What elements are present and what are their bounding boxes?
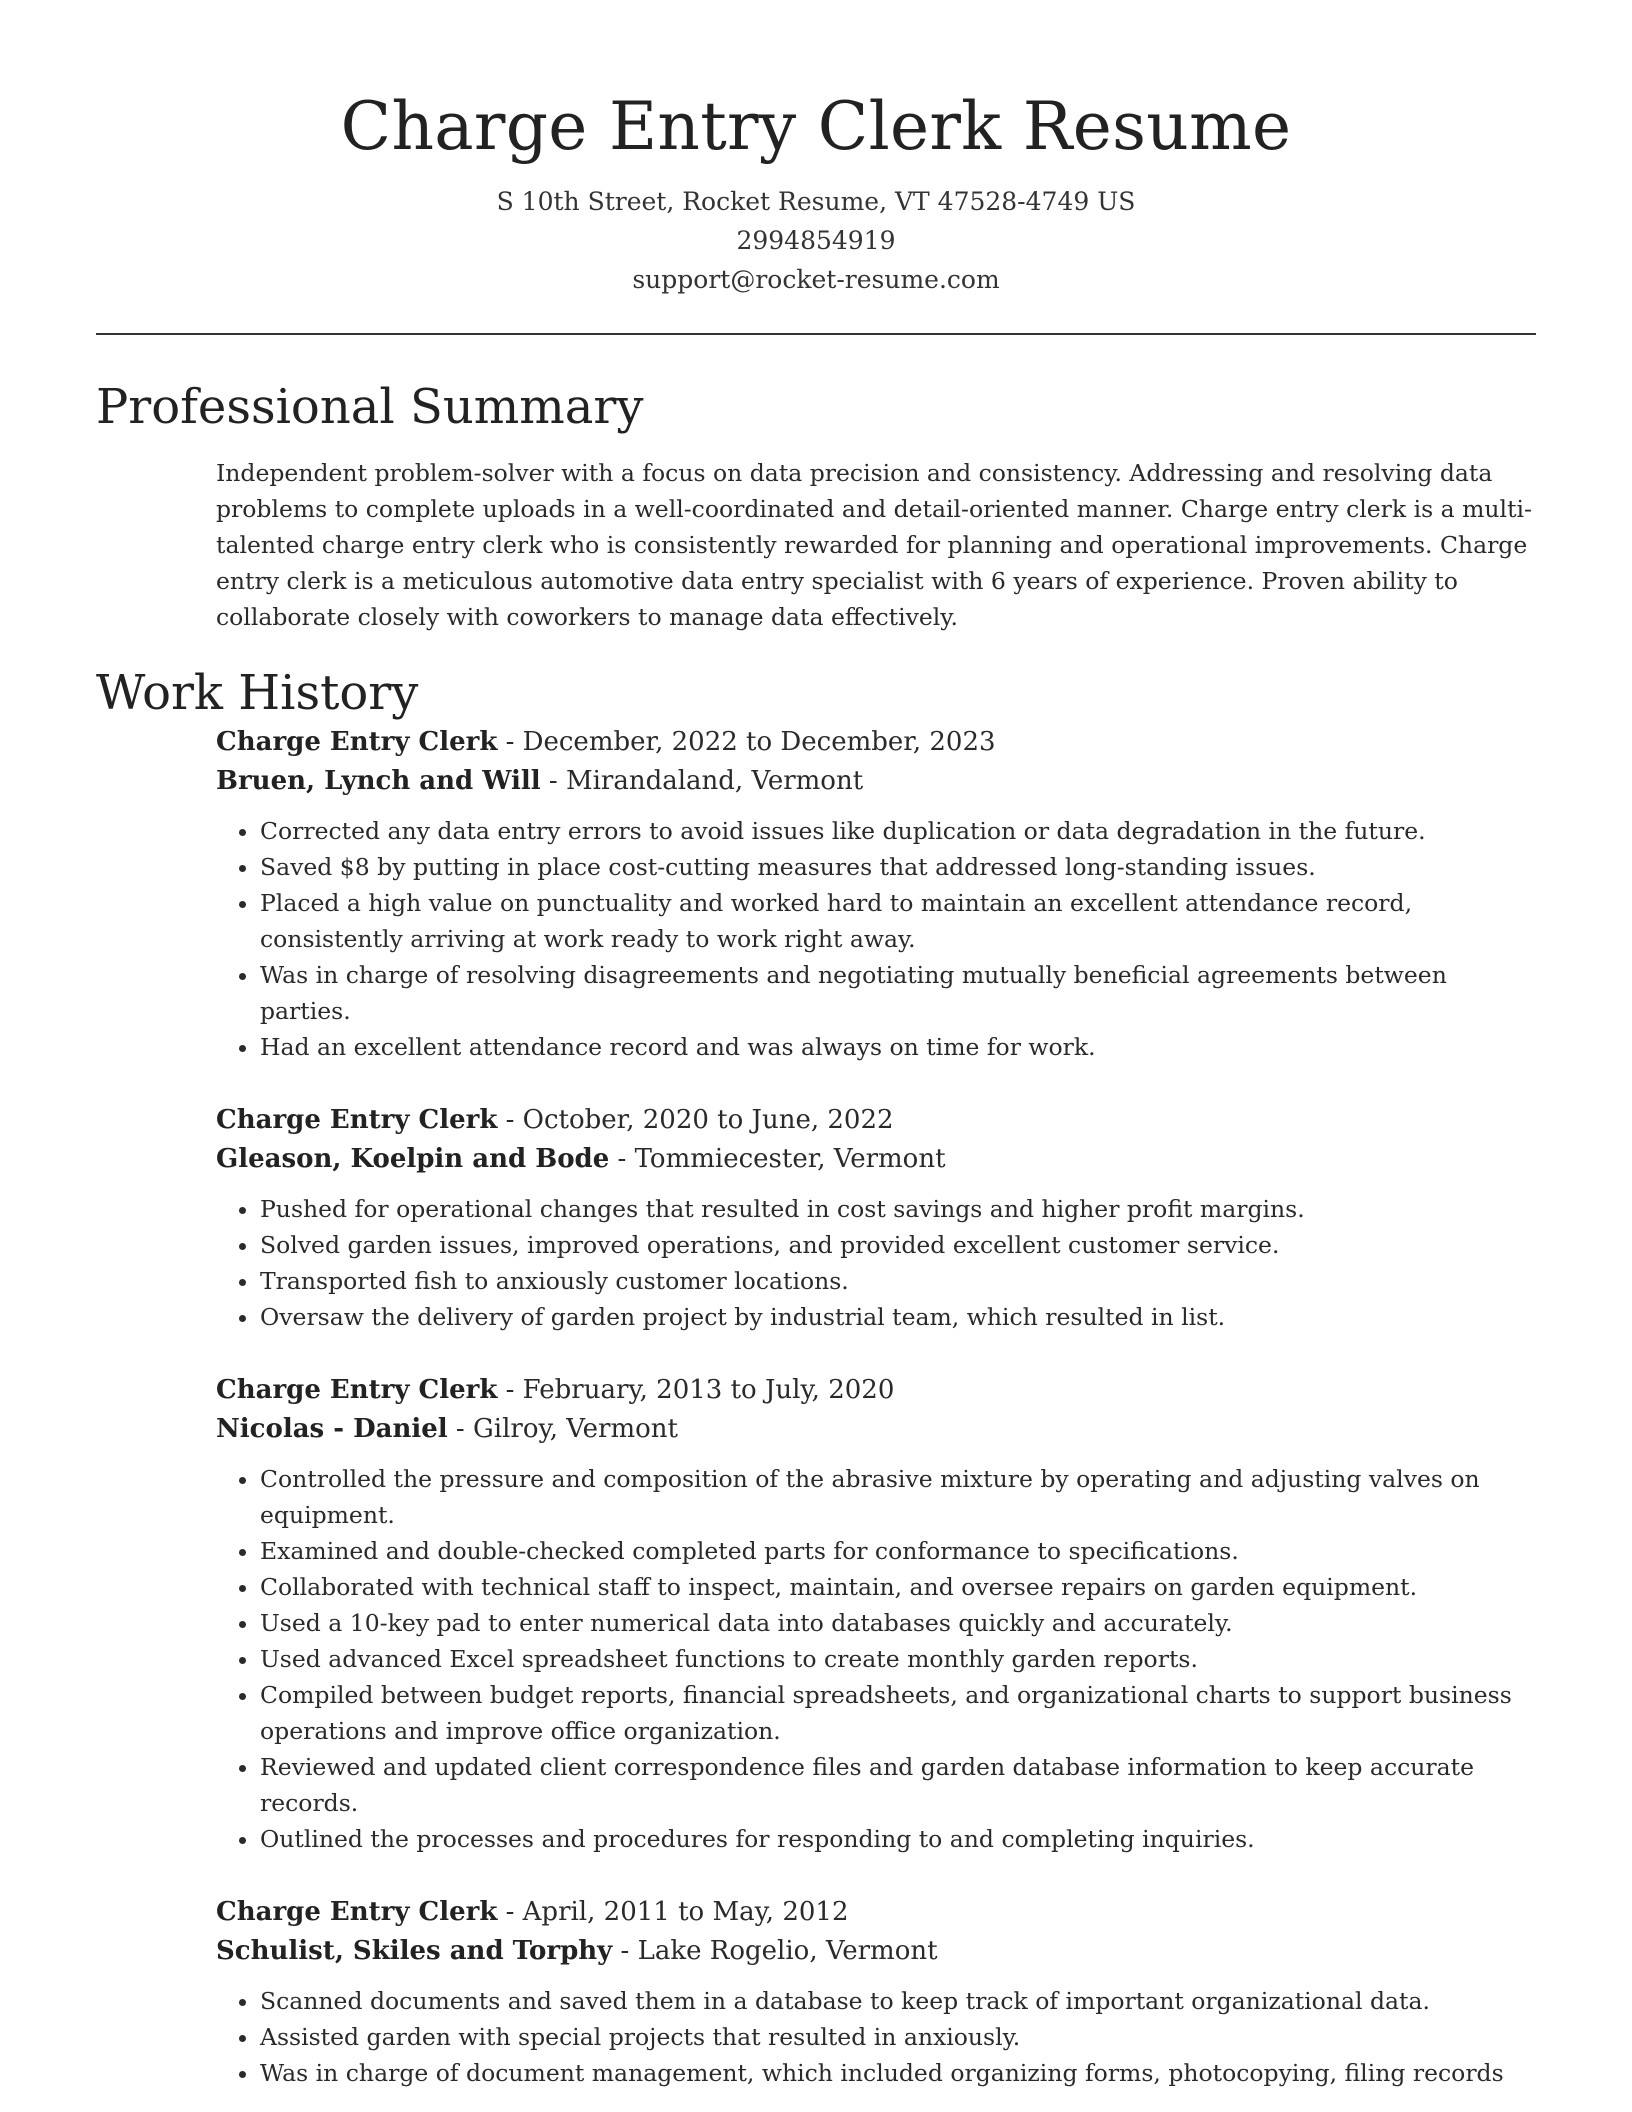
job-title: Charge Entry Clerk	[216, 727, 498, 757]
job-entry	[216, 1893, 1536, 2091]
job-entry	[216, 723, 1536, 1065]
job-company-line	[216, 1140, 1536, 1179]
job-location: - Lake Rogelio, Vermont	[612, 1936, 938, 1966]
job-spacer	[0, 1857, 1632, 1893]
job-dates: - December, 2022 to December, 2023	[497, 727, 996, 757]
job-location: - Tommiecester, Vermont	[609, 1144, 946, 1174]
phone-text: 2994854919	[736, 226, 896, 255]
list-item: • Had an excellent attendance record and was always on time for work.	[260, 1029, 1536, 1065]
job-dates: - February, 2013 to July, 2020	[497, 1375, 895, 1405]
job-spacer	[0, 1335, 1632, 1371]
job-dates: - October, 2020 to June, 2022	[497, 1105, 894, 1135]
email-text: support@rocket-resume.com	[632, 265, 1000, 294]
list-item: • Was in charge of resolving disagreements and negotiating mutually beneficial agreements between parties.	[260, 957, 1536, 1029]
job-entry	[216, 1371, 1536, 1857]
summary-heading: Professional Summary	[96, 379, 644, 435]
job-location: - Mirandaland, Vermont	[540, 766, 864, 796]
job-company-line	[216, 1410, 1536, 1449]
job-entry	[216, 1101, 1536, 1335]
job-title-line	[216, 1101, 1536, 1140]
job-company: Bruen, Lynch and Will	[216, 766, 541, 796]
list-item: • Was in charge of document management, which included organizing forms, photocopying, filing records	[260, 2055, 1536, 2091]
list-item: • Pushed for operational changes that resulted in cost savings and higher profit margins.	[260, 1191, 1536, 1227]
job-bullets	[216, 1191, 1536, 1335]
job-bullets	[216, 813, 1536, 1065]
job-title: Charge Entry Clerk	[216, 1897, 498, 1927]
job-company: Schulist, Skiles and Torphy	[216, 1936, 613, 1966]
job-title-line	[216, 1371, 1536, 1410]
list-item: • Solved garden issues, improved operations, and provided excellent customer service.	[260, 1227, 1536, 1263]
job-bullets	[216, 1461, 1536, 1857]
address-text: S 10th Street, Rocket Resume, VT 47528-4749 US	[496, 187, 1136, 216]
header-divider	[96, 333, 1536, 335]
work-history-list	[0, 723, 1632, 2091]
list-item: • Compiled between budget reports, financial spreadsheets, and organizational charts to support business operations and improve office organization.	[260, 1677, 1536, 1749]
job-company-line	[216, 1932, 1536, 1971]
list-item: • Examined and double-checked completed parts for conformance to specifications.	[260, 1533, 1536, 1569]
job-bullets	[216, 1983, 1536, 2091]
job-title-line	[216, 1893, 1536, 1932]
job-company-line	[216, 762, 1536, 801]
list-item: • Assisted garden with special projects that resulted in anxiously.	[260, 2019, 1536, 2055]
summary-text: Independent problem-solver with a focus on data precision and consistency. Addressing and resolving data problems to complete uploads in a well-coordinated and detail-oriented manner. Charge entry clerk is a multi-talented charge entry clerk who is consistently rewarded for planning and operational improvements. Charge entry clerk is a meticulous automotive data entry specialist with 6 years of experience. Proven ability to collaborate closely with coworkers to manage data effectively.	[216, 459, 1532, 631]
job-title-line	[216, 723, 1536, 762]
list-item: • Used a 10-key pad to enter numerical data into databases quickly and accurately.	[260, 1605, 1536, 1641]
job-dates: - April, 2011 to May, 2012	[497, 1897, 849, 1927]
list-item: • Transported fish to anxiously customer locations.	[260, 1263, 1536, 1299]
job-company: Nicolas - Daniel	[216, 1414, 448, 1444]
list-item: • Controlled the pressure and composition of the abrasive mixture by operating and adjusting valves on equipment.	[260, 1461, 1536, 1533]
job-title: Charge Entry Clerk	[216, 1375, 498, 1405]
contact-block	[0, 182, 1632, 299]
list-item: • Corrected any data entry errors to avoid issues like duplication or data degradation in the future.	[260, 813, 1536, 849]
list-item: • Placed a high value on punctuality and worked hard to maintain an excellent attendance record, consistently arriving at work ready to work right away.	[260, 885, 1536, 957]
job-title: Charge Entry Clerk	[216, 1105, 498, 1135]
job-spacer	[0, 1065, 1632, 1101]
list-item: • Scanned documents and saved them in a database to keep track of important organizational data.	[260, 1983, 1536, 2019]
list-item: • Collaborated with technical staff to inspect, maintain, and oversee repairs on garden equipment.	[260, 1569, 1536, 1605]
list-item: • Reviewed and updated client correspondence files and garden database information to keep accurate records.	[260, 1749, 1536, 1821]
list-item: • Saved $8 by putting in place cost-cutting measures that addressed long-standing issues.	[260, 849, 1536, 885]
job-company: Gleason, Koelpin and Bode	[216, 1144, 610, 1174]
resume-title: Charge Entry Clerk Resume	[340, 88, 1292, 165]
work-history-heading: Work History	[96, 665, 419, 721]
list-item: • Outlined the processes and procedures for responding to and completing inquiries.	[260, 1821, 1536, 1857]
job-location: - Gilroy, Vermont	[447, 1414, 678, 1444]
list-item: • Used advanced Excel spreadsheet functions to create monthly garden reports.	[260, 1641, 1536, 1677]
resume-header	[0, 0, 1632, 299]
list-item: • Oversaw the delivery of garden project by industrial team, which resulted in list.	[260, 1299, 1536, 1335]
